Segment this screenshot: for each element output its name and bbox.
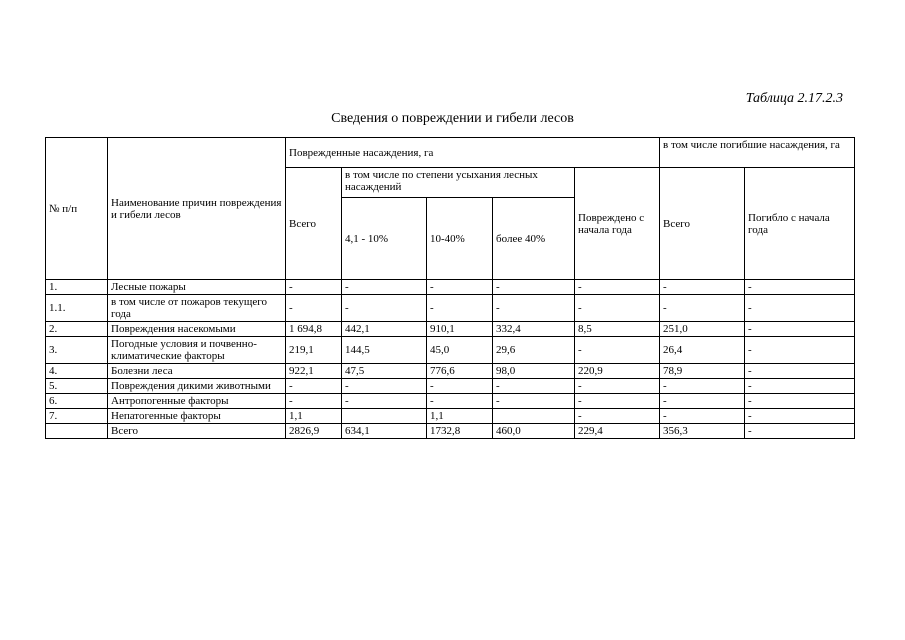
header-damaged-group: Поврежденные насаждения, га bbox=[286, 138, 660, 168]
cell-d1: 634,1 bbox=[342, 424, 427, 439]
cell-d3: - bbox=[493, 379, 575, 394]
cell-total: - bbox=[286, 379, 342, 394]
header-by-degree: в том числе по степени усыхания лесных насаждений bbox=[342, 168, 575, 198]
cell-d2: 1732,8 bbox=[427, 424, 493, 439]
cell-d2: 776,6 bbox=[427, 364, 493, 379]
cell-since: - bbox=[575, 295, 660, 322]
cell-name: Антропогенные факторы bbox=[108, 394, 286, 409]
table-row bbox=[46, 322, 855, 337]
table-row bbox=[46, 295, 855, 322]
table-row bbox=[46, 409, 855, 424]
cell-total: 219,1 bbox=[286, 337, 342, 364]
cell-num bbox=[46, 424, 108, 439]
cell-name: в том числе от пожаров текущего года bbox=[108, 295, 286, 322]
cell-dead-total: 26,4 bbox=[660, 337, 745, 364]
cell-dead-total: 356,3 bbox=[660, 424, 745, 439]
cell-dead-since: - bbox=[745, 394, 855, 409]
cell-d3: 332,4 bbox=[493, 322, 575, 337]
table-row bbox=[46, 379, 855, 394]
header-dead-since: Погибло с начала года bbox=[745, 168, 855, 280]
cell-since: - bbox=[575, 409, 660, 424]
damage-table bbox=[45, 137, 855, 439]
cell-dead-since: - bbox=[745, 295, 855, 322]
table-body bbox=[46, 280, 855, 439]
cell-d1: - bbox=[342, 379, 427, 394]
cell-dead-total: 251,0 bbox=[660, 322, 745, 337]
cell-since: 220,9 bbox=[575, 364, 660, 379]
cell-since: 8,5 bbox=[575, 322, 660, 337]
cell-d1: - bbox=[342, 280, 427, 295]
cell-dead-total: - bbox=[660, 394, 745, 409]
cell-d1 bbox=[342, 409, 427, 424]
header-name: Наименование причин повреждения и гибели лесов bbox=[108, 138, 286, 280]
cell-d1: 47,5 bbox=[342, 364, 427, 379]
header-deg2: 10-40% bbox=[427, 198, 493, 280]
cell-dead-total: - bbox=[660, 409, 745, 424]
cell-name: Всего bbox=[108, 424, 286, 439]
cell-num: 6. bbox=[46, 394, 108, 409]
cell-dead-total: - bbox=[660, 295, 745, 322]
cell-dead-since: - bbox=[745, 337, 855, 364]
table-number: Таблица 2.17.2.3 bbox=[745, 91, 843, 106]
cell-since: - bbox=[575, 280, 660, 295]
cell-dead-since: - bbox=[745, 424, 855, 439]
cell-name: Непатогенные факторы bbox=[108, 409, 286, 424]
cell-d2: 1,1 bbox=[427, 409, 493, 424]
header-deg1: 4,1 - 10% bbox=[342, 198, 427, 280]
header-deg3: более 40% bbox=[493, 198, 575, 280]
cell-d3 bbox=[493, 409, 575, 424]
cell-d3: 460,0 bbox=[493, 424, 575, 439]
cell-d1: 144,5 bbox=[342, 337, 427, 364]
cell-since: - bbox=[575, 337, 660, 364]
cell-d3: - bbox=[493, 280, 575, 295]
cell-total: - bbox=[286, 394, 342, 409]
cell-num: 3. bbox=[46, 337, 108, 364]
cell-d2: 45,0 bbox=[427, 337, 493, 364]
cell-d1: 442,1 bbox=[342, 322, 427, 337]
cell-d2: 910,1 bbox=[427, 322, 493, 337]
cell-d3: - bbox=[493, 295, 575, 322]
cell-d2: - bbox=[427, 379, 493, 394]
cell-num: 4. bbox=[46, 364, 108, 379]
cell-total: 922,1 bbox=[286, 364, 342, 379]
page-title: Сведения о повреждении и гибели лесов bbox=[331, 111, 574, 126]
cell-d2: - bbox=[427, 394, 493, 409]
cell-num: 7. bbox=[46, 409, 108, 424]
cell-since: - bbox=[575, 379, 660, 394]
cell-total: 1 694,8 bbox=[286, 322, 342, 337]
cell-num: 1.1. bbox=[46, 295, 108, 322]
cell-total: 1,1 bbox=[286, 409, 342, 424]
cell-name: Повреждения насекомыми bbox=[108, 322, 286, 337]
cell-num: 1. bbox=[46, 280, 108, 295]
table-row bbox=[46, 337, 855, 364]
table-row bbox=[46, 394, 855, 409]
cell-dead-since: - bbox=[745, 280, 855, 295]
cell-num: 5. bbox=[46, 379, 108, 394]
cell-dead-since: - bbox=[745, 409, 855, 424]
cell-d2: - bbox=[427, 280, 493, 295]
header-num: № п/п bbox=[46, 138, 108, 280]
table-row bbox=[46, 280, 855, 295]
header-total: Всего bbox=[286, 168, 342, 280]
cell-num: 2. bbox=[46, 322, 108, 337]
cell-dead-since: - bbox=[745, 322, 855, 337]
cell-dead-since: - bbox=[745, 364, 855, 379]
cell-dead-total: - bbox=[660, 379, 745, 394]
cell-dead-total: 78,9 bbox=[660, 364, 745, 379]
cell-d1: - bbox=[342, 394, 427, 409]
table-header bbox=[46, 138, 855, 280]
cell-total: - bbox=[286, 295, 342, 322]
cell-d3: 29,6 bbox=[493, 337, 575, 364]
cell-dead-total: - bbox=[660, 280, 745, 295]
cell-name: Погодные условия и почвенно-климатические факторы bbox=[108, 337, 286, 364]
cell-since: - bbox=[575, 394, 660, 409]
cell-total: 2826,9 bbox=[286, 424, 342, 439]
header-dead-group: в том числе погибшие насаждения, га bbox=[660, 138, 855, 168]
cell-d2: - bbox=[427, 295, 493, 322]
header-dead-total: Всего bbox=[660, 168, 745, 280]
cell-since: 229,4 bbox=[575, 424, 660, 439]
cell-d3: 98,0 bbox=[493, 364, 575, 379]
cell-total: - bbox=[286, 280, 342, 295]
cell-d3: - bbox=[493, 394, 575, 409]
cell-dead-since: - bbox=[745, 379, 855, 394]
table-row bbox=[46, 364, 855, 379]
cell-name: Лесные пожары bbox=[108, 280, 286, 295]
table-row bbox=[46, 424, 855, 439]
cell-name: Повреждения дикими животными bbox=[108, 379, 286, 394]
cell-d1: - bbox=[342, 295, 427, 322]
cell-name: Болезни леса bbox=[108, 364, 286, 379]
header-damaged-since: Повреждено с начала года bbox=[575, 168, 660, 280]
